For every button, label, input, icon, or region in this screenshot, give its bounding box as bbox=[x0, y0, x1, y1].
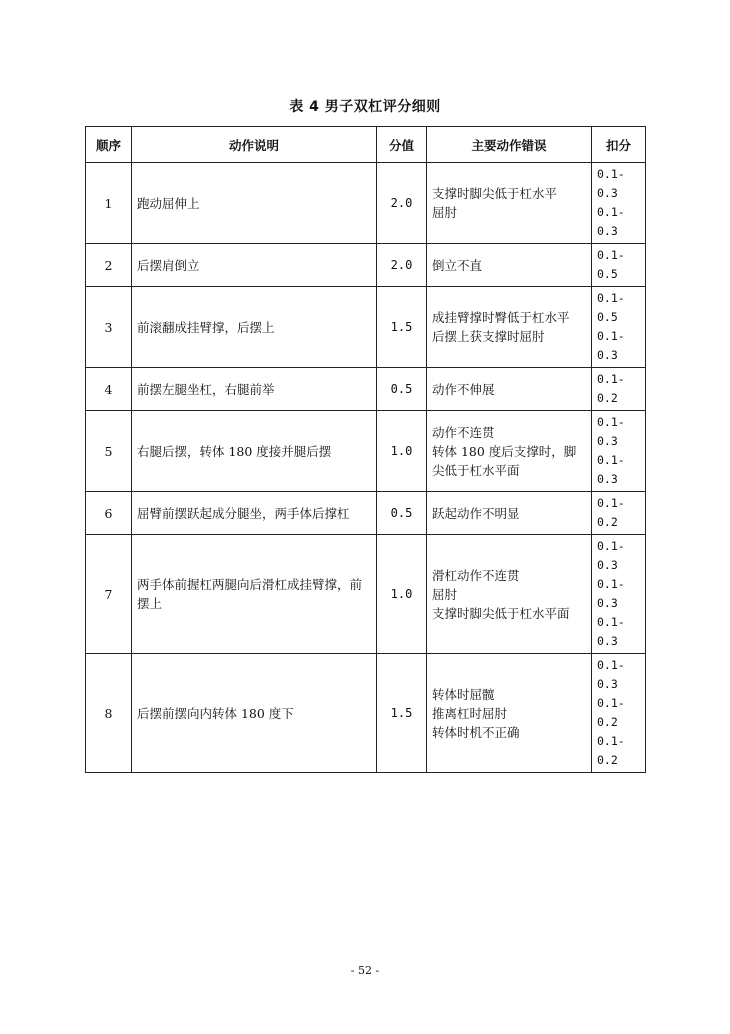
deduction-item: 0.1-0.2 bbox=[597, 734, 625, 767]
action-description: 两手体前握杠两腿向后滑杠成挂臂撑，前摆上 bbox=[132, 535, 377, 654]
table-row bbox=[86, 368, 646, 411]
table-row bbox=[86, 244, 646, 287]
deductions-cell bbox=[592, 368, 646, 411]
deduction-item: 0.1-0.3 bbox=[597, 658, 625, 691]
row-number: 6 bbox=[86, 492, 132, 535]
score-value: 0.5 bbox=[377, 492, 427, 535]
row-number: 2 bbox=[86, 244, 132, 287]
action-description: 跑动屈伸上 bbox=[132, 163, 377, 244]
table-row bbox=[86, 287, 646, 368]
row-number: 5 bbox=[86, 411, 132, 492]
error-item: 动作不伸展 bbox=[432, 381, 495, 397]
scoring-table bbox=[85, 126, 646, 773]
main-errors-cell bbox=[427, 287, 592, 368]
deduction-item: 0.1-0.3 bbox=[597, 329, 625, 362]
action-description: 屈臂前摆跃起成分腿坐，两手体后撑杠 bbox=[132, 492, 377, 535]
error-item: 支撑时脚尖低于杠水平 bbox=[432, 186, 558, 201]
deductions-cell bbox=[592, 244, 646, 287]
score-value: 0.5 bbox=[377, 368, 427, 411]
deduction-item: 0.1-0.3 bbox=[597, 415, 625, 448]
deduction-item: 0.1-0.3 bbox=[597, 615, 625, 648]
row-number: 8 bbox=[86, 654, 132, 773]
row-number: 7 bbox=[86, 535, 132, 654]
deductions-cell bbox=[592, 287, 646, 368]
error-item: 转体时机不正确 bbox=[432, 724, 520, 740]
score-value: 1.0 bbox=[377, 411, 427, 492]
header-errors: 主要动作错误 bbox=[427, 127, 592, 163]
action-description: 右腿后摆，转体 180 度接并腿后摆 bbox=[132, 411, 377, 492]
table-title: 表 4 男子双杠评分细则 bbox=[289, 99, 441, 115]
main-errors-cell bbox=[427, 492, 592, 535]
error-item: 推离杠时屈肘 bbox=[432, 705, 508, 721]
row-number: 4 bbox=[86, 368, 132, 411]
error-item: 动作不连贯 bbox=[432, 424, 495, 440]
deductions-cell bbox=[592, 654, 646, 773]
deduction-item: 0.1-0.3 bbox=[597, 167, 625, 200]
header-deduction: 扣分 bbox=[592, 127, 646, 163]
main-errors-cell bbox=[427, 654, 592, 773]
error-item: 跃起动作不明显 bbox=[432, 505, 520, 521]
error-item: 转体 180 度后支撑时，脚尖低于杠水平面 bbox=[432, 443, 577, 478]
error-item: 屈肘 bbox=[432, 586, 458, 602]
deduction-item: 0.1-0.5 bbox=[597, 248, 625, 281]
action-description: 后摆肩倒立 bbox=[132, 244, 377, 287]
score-value: 2.0 bbox=[377, 244, 427, 287]
error-item: 滑杠动作不连贯 bbox=[432, 567, 520, 583]
main-errors-cell bbox=[427, 244, 592, 287]
action-description: 前滚翻成挂臂撑，后摆上 bbox=[132, 287, 377, 368]
table-row bbox=[86, 492, 646, 535]
deduction-item: 0.1-0.2 bbox=[597, 372, 625, 405]
table-row bbox=[86, 535, 646, 654]
row-number: 3 bbox=[86, 287, 132, 368]
deduction-item: 0.1-0.2 bbox=[597, 696, 625, 729]
page-number: - 52 - bbox=[350, 964, 380, 977]
deduction-item: 0.1-0.5 bbox=[597, 291, 625, 324]
deduction-item: 0.1-0.3 bbox=[597, 539, 625, 572]
score-value: 1.5 bbox=[377, 654, 427, 773]
score-value: 2.0 bbox=[377, 163, 427, 244]
score-value: 1.0 bbox=[377, 535, 427, 654]
deductions-cell bbox=[592, 535, 646, 654]
deduction-item: 0.1-0.3 bbox=[597, 205, 625, 238]
action-description: 后摆前摆向内转体 180 度下 bbox=[132, 654, 377, 773]
main-errors-cell bbox=[427, 411, 592, 492]
deductions-cell bbox=[592, 411, 646, 492]
error-item: 屈肘 bbox=[432, 205, 458, 220]
deduction-item: 0.1-0.2 bbox=[597, 496, 625, 529]
error-item: 成挂臂撑时臀低于杠水平 bbox=[432, 310, 570, 325]
error-item: 后摆上获支撑时屈肘 bbox=[432, 329, 545, 344]
deduction-item: 0.1-0.3 bbox=[597, 577, 625, 610]
deduction-item: 0.1-0.3 bbox=[597, 453, 625, 486]
table-row bbox=[86, 411, 646, 492]
action-description: 前摆左腿坐杠，右腿前举 bbox=[132, 368, 377, 411]
error-item: 倒立不直 bbox=[432, 257, 483, 273]
table-body bbox=[86, 163, 646, 773]
table-header-row bbox=[86, 127, 646, 163]
header-desc: 动作说明 bbox=[132, 127, 377, 163]
table-row bbox=[86, 163, 646, 244]
deductions-cell bbox=[592, 492, 646, 535]
main-errors-cell bbox=[427, 163, 592, 244]
main-errors-cell bbox=[427, 535, 592, 654]
deductions-cell bbox=[592, 163, 646, 244]
header-no: 顺序 bbox=[86, 127, 132, 163]
error-item: 转体时屈髋 bbox=[432, 686, 495, 702]
row-number: 1 bbox=[86, 163, 132, 244]
error-item: 支撑时脚尖低于杠水平面 bbox=[432, 605, 570, 621]
header-score: 分值 bbox=[377, 127, 427, 163]
score-value: 1.5 bbox=[377, 287, 427, 368]
main-errors-cell bbox=[427, 368, 592, 411]
table-row bbox=[86, 654, 646, 773]
